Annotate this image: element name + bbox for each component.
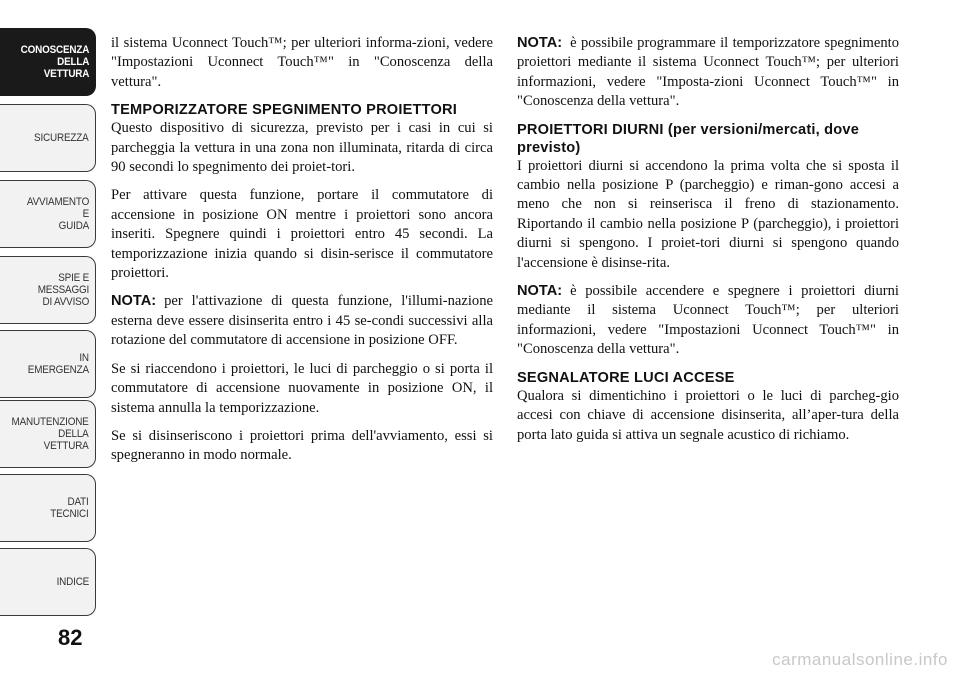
tab-label: SPIE E MESSAGGI DI AVVISO <box>37 272 89 308</box>
tab-conoscenza-della-vettura[interactable] <box>0 28 96 96</box>
note-text: è possibile accendere e spegnere i proiettori diurni mediante il sistema Uconnect Touch™; per ulteriori informazioni, vedere "Impostazioni Uconnect Touch™" in "Conoscenza della vettura". <box>517 283 899 358</box>
tab-spie-e-messaggi[interactable] <box>0 256 96 324</box>
page-number: 82 <box>58 625 83 650</box>
tab-label: DATI TECNICI <box>50 496 89 520</box>
note-text: per l'attivazione di questa funzione, l'illumi-nazione esterna deve essere disinserita entro i 45 se-condi successivi alla rotazione del commutatore di accensione in posizione OFF. <box>111 293 493 349</box>
note-paragraph <box>111 292 493 350</box>
paragraph: Per attivare questa funzione, portare il commutatore di accensione in posizione ON mentre i proiettori sono ancora inseriti. Spegnere quindi i proiettori entro 45 secondi. La temporizzazione inizia quando si disin-serisce il commutatore proiettori. <box>111 187 493 282</box>
tab-dati-tecnici[interactable] <box>0 474 96 542</box>
tab-in-emergenza[interactable] <box>0 330 96 398</box>
tab-label: CONOSCENZA DELLA VETTURA <box>20 44 89 80</box>
paragraph: il sistema Uconnect Touch™; per ulteriori informa-zioni, vedere "Impostazioni Uconnect Touch™" in "Conoscenza della vettura". <box>111 35 493 90</box>
tab-indice[interactable] <box>0 548 96 616</box>
note-label: NOTA: <box>517 283 563 300</box>
tab-label: MANUTENZIONE DELLA VETTURA <box>11 416 89 452</box>
section-heading: TEMPORIZZATORE SPEGNIMENTO PROIETTORI <box>111 102 458 119</box>
note-paragraph <box>517 282 899 360</box>
paragraph: Qualora si dimentichino i proiettori o le luci di parcheg-gio accesi con chiave di accensione disinserita, all’aper-tura della porta lato guida si attiva un segnale acustico di richiamo. <box>517 387 899 443</box>
tab-label: SICUREZZA <box>34 132 89 144</box>
note-text: è possibile programmare il temporizzatore spegnimento proiettori mediante il sistema Uconnect Touch™; per ulteriori informazioni, vedere "Imposta-zioni Uconnect Touch™" in "Conoscenza della vettura". <box>517 35 899 110</box>
section-heading: PROIETTORI DIURNI (per versioni/mercati, dove previsto) <box>517 121 860 156</box>
tab-avviamento-e-guida[interactable] <box>0 180 96 248</box>
note-paragraph <box>517 34 899 112</box>
note-label: NOTA: <box>517 35 563 51</box>
tab-sicurezza[interactable] <box>0 104 96 172</box>
watermark: carmanualsonline.info <box>772 650 948 669</box>
tab-manutenzione-della-vettura[interactable] <box>0 400 96 468</box>
right-column <box>517 34 899 454</box>
tab-label: AVVIAMENTO E GUIDA <box>26 196 89 232</box>
section-tabs <box>0 0 100 678</box>
tab-label: IN EMERGENZA <box>27 352 89 376</box>
note-label: NOTA: <box>111 293 157 310</box>
paragraph: Se si riaccendono i proiettori, le luci di parcheggio o si porta il commutatore di accensione nuovamente in posizione ON, il sistema annulla la temporizzazione. <box>111 360 493 416</box>
left-column <box>111 34 493 475</box>
section-heading: SEGNALATORE LUCI ACCESE <box>517 369 735 386</box>
paragraph: Questo dispositivo di sicurezza, previsto per i casi in cui si parcheggia la vettura in una zona non illuminata, ritarda di circa 90 secondi lo spegnimento dei proiet-tori. <box>111 120 493 176</box>
paragraph: Se si disinseriscono i proiettori prima dell'avviamento, essi si spegneranno in modo normale. <box>111 427 493 464</box>
tab-label: INDICE <box>56 576 89 588</box>
paragraph: I proiettori diurni si accendono la prima volta che si sposta il cambio nella posizione P (parcheggio) e riman-gono accesi a meno che non si reinserisca il freno di stazionamento. Riportando il cambio nella posizione P (parcheggio), i proiettori diurni si spengono. I proiet-tori diurni si spengono quando l'accensione è disinse-rita. <box>517 157 899 271</box>
